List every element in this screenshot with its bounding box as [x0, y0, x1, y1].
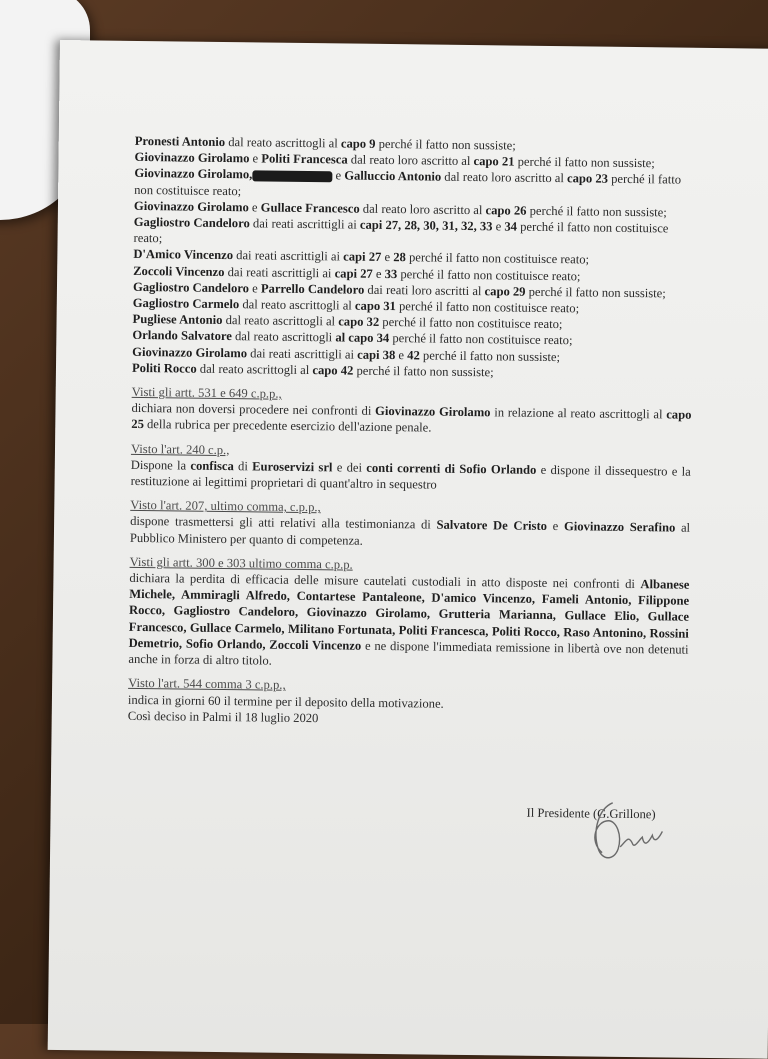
bold-text: capo 32 [338, 314, 380, 330]
text-run: dal reato loro ascritto al [359, 201, 486, 218]
bold-text: Giovinazzo Girolamo [134, 150, 250, 166]
bold-text: Politi Francesca [261, 151, 348, 167]
text-run: e [372, 266, 385, 281]
disposition-text [130, 513, 690, 552]
text-run: perché il fatto non costituisce reato; [133, 219, 669, 246]
bold-text: conti correnti di Sofio Orlando [366, 460, 537, 477]
bold-text: Giovinazzo Girolamo, [134, 166, 253, 182]
bold-text: Euroservizi srl [252, 459, 333, 475]
bold-text: capo 31 [354, 298, 396, 314]
bold-text: capi 27 [343, 249, 382, 265]
text-run: dai reati ascrittigli ai [249, 216, 361, 232]
disposition-heading: Visti gli artt. 531 e 649 c.p.p., [131, 384, 282, 401]
text-run: e ne dispone l'immediata remissione in libertà ove non detenuti anche in forza di altro titolo. [128, 638, 689, 668]
bold-text: 28 [393, 250, 406, 265]
text-run: indica in giorni 60 il termine per il deposito della motivazione. [127, 692, 444, 711]
bold-text: Galluccio Antonio [344, 168, 442, 185]
document-page [48, 40, 768, 1059]
text-run: dai reati loro ascritti al [364, 282, 485, 299]
text-run: perché il fatto non costituisce reato; [389, 331, 573, 348]
bold-text: Giovinazzo Serafino [563, 519, 676, 536]
president-signature-label: Il Presidente (G.Grillone) [526, 805, 656, 822]
text-run: e [248, 281, 261, 296]
disposition-heading: Visti gli artt. 300 e 303 ultimo comma c.p.p. [129, 554, 353, 572]
bold-text: Parrello Candeloro [260, 281, 365, 297]
bold-text: Albanese Michele, Ammiragli Alfredo, Contartese Pantaleone, D'amico Vincenzo, Fameli Antonio, Filippone Rocco, Gagliostro Candeloro, Giovinazzo Girolamo, Grutteria Marianna, Gullace Elio, Gullace Francesco, Gullace Carmelo, Militano Fortunata, Politi Francesca, Politi Rocco, Raso Antonino, Rossini Demetrio, Sofio Orlando, Zoccoli Vincenzo [128, 577, 690, 653]
text-run: dal reato loro ascritto al [441, 170, 568, 186]
bold-text: capo 29 [484, 284, 526, 299]
text-run: perché il fatto non sussiste; [375, 136, 516, 153]
bold-text: Gagliostro Candeloro [133, 214, 250, 231]
bold-text: Salvatore De Cristo [436, 518, 548, 534]
document-body [128, 133, 695, 731]
bold-text: 33 [384, 266, 398, 281]
bold-text: capi 27 [334, 265, 373, 281]
acquittal-list [132, 133, 695, 383]
text-run: dal reato loro ascritto al [347, 152, 474, 169]
text-run: dal reato ascrittogli al [239, 297, 356, 313]
text-run: dichiara non doversi procedere nei confronti di [131, 401, 376, 419]
bold-text: capo 42 [312, 362, 354, 378]
text-run: perché il fatto non costituisce reato; [405, 250, 590, 267]
text-run: perché il fatto non costituisce reato; [379, 315, 563, 332]
text-run: dichiara la perdita di efficacia delle misure cautelati custodiali in atto disposte nei confronti di [129, 570, 641, 592]
bold-text: Zoccoli Vincenzo [133, 263, 225, 279]
bold-text: capo 25 [131, 407, 692, 432]
text-run: perché il fatto non sussiste; [353, 363, 494, 380]
text-run: dispone trasmettersi gli atti relativi alla testimonianza di [130, 514, 437, 533]
text-run: perché il fatto non costituisce reato; [397, 266, 581, 284]
bold-text: Politi Rocco [131, 360, 197, 376]
bold-text: capi 38 [357, 347, 396, 362]
text-run: dai reati ascrittigli ai [232, 248, 344, 264]
bold-text: capi 27, 28, 30, 31, 32, 33 [359, 217, 493, 234]
disposition-text [131, 457, 691, 496]
bold-text: Giovinazzo Girolamo [133, 198, 249, 215]
text-run: e [249, 151, 262, 166]
disposition-text [131, 400, 691, 439]
disposition-block [128, 554, 689, 674]
disposition-block [131, 441, 692, 496]
text-run: perché il fatto non sussiste; [526, 203, 667, 220]
text-run: dal reato ascrittogli al [222, 313, 339, 329]
text-run: e [381, 250, 394, 265]
closing-line: Così deciso in Palmi il 18 luglio 2020 [127, 708, 319, 725]
bold-text: Gagliostro Candeloro [132, 279, 250, 296]
text-run: dal reato ascrittogli [231, 329, 336, 345]
disposition-block [130, 497, 691, 552]
disposition-heading: Visto l'art. 240 c.p., [130, 441, 230, 457]
dispositions [128, 384, 692, 714]
bold-text: confisca [190, 458, 234, 474]
text-run: dai reati ascrittigli ai [246, 345, 358, 362]
text-run: perché il fatto non costituisce reato; [395, 299, 580, 316]
text-run: in relazione al reato ascrittogli al [490, 405, 667, 422]
disposition-text [128, 570, 689, 674]
text-run: e [395, 347, 408, 362]
text-run: Dispone la [130, 457, 191, 473]
bold-text: Pugliese Antonio [132, 312, 223, 328]
bold-text: Gullace Francesco [260, 200, 360, 216]
text-run: dai reati ascrittigli ai [224, 264, 335, 280]
bold-text: D'Amico Vincenzo [133, 247, 234, 263]
text-run: e [332, 168, 345, 183]
disposition-heading: Visto l'art. 544 comma 3 c.p.p., [128, 676, 286, 693]
disposition-heading: Visto l'art. 207, ultimo comma, c.p.p., [130, 498, 321, 515]
bold-text: Orlando Salvatore [132, 328, 232, 344]
text-run: e dei [332, 460, 367, 475]
disposition-block [131, 384, 692, 439]
text-run: e [248, 200, 261, 215]
text-run: perché il fatto non sussiste; [514, 154, 655, 171]
redaction-mark [252, 170, 332, 182]
text-run: e [492, 219, 505, 234]
handwritten-signature [568, 790, 679, 871]
bold-text: Pronesti Antonio [134, 133, 226, 150]
text-run: della rubrica per precedente esercizio dell'azione penale. [143, 417, 432, 436]
bold-text: Giovinazzo Girolamo [132, 344, 248, 360]
bold-text: al capo 34 [335, 330, 390, 346]
signature-stroke-1 [595, 803, 620, 858]
bold-text: 34 [504, 219, 518, 234]
bold-text: capo 9 [340, 136, 376, 151]
text-run: di [233, 459, 253, 474]
bold-text: capo 26 [485, 203, 527, 218]
bold-text: Gagliostro Carmelo [132, 295, 240, 312]
bold-text: 42 [407, 347, 420, 363]
bold-text: capo 23 [566, 171, 609, 187]
bold-text: Giovinazzo Girolamo [375, 404, 491, 420]
text-run: perché il fatto non costituisce reato; [134, 172, 682, 198]
text-run: perché il fatto non sussiste; [525, 284, 666, 301]
signature-stroke-2 [620, 831, 662, 848]
text-run: perché il fatto non sussiste; [419, 348, 561, 364]
text-run: e [546, 519, 565, 534]
text-run: dal reato ascrittogli al [225, 135, 341, 151]
text-run: dal reato ascrittogli al [196, 361, 313, 377]
bold-text: capo 21 [473, 154, 515, 169]
text-run: e dispone il dissequestro e la restituzione ai legittimi proprietari di quant'altro in sequestro [130, 462, 691, 492]
text-run: al Pubblico Ministero per quanto di competenza. [129, 521, 691, 548]
